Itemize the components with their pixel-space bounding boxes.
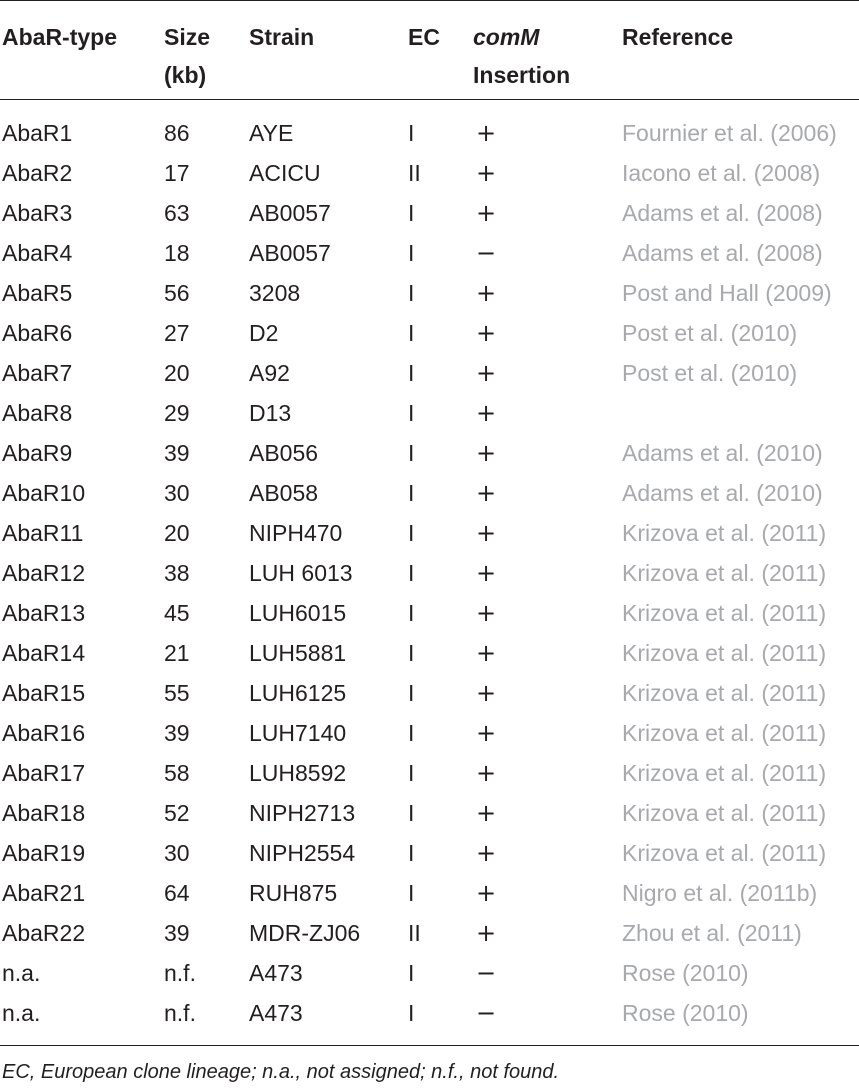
cell-abar-type: AbaR4 (2, 240, 73, 266)
cell-strain: LUH7140 (249, 720, 347, 746)
cell-abar-type: AbaR17 (2, 760, 86, 786)
table-row (0, 913, 859, 953)
cell-comm-insertion: + (476, 799, 497, 827)
cell-ec: I (408, 1000, 415, 1026)
cell-comm-insertion: + (476, 519, 497, 547)
header-size-unit: (kb) (164, 62, 207, 88)
cell-ec: I (408, 520, 415, 546)
table-header-rule (0, 99, 859, 100)
cell-comm-insertion: + (476, 679, 497, 707)
cell-strain: NIPH2554 (249, 840, 356, 866)
cell-size: 39 (164, 720, 190, 746)
header-insertion: Insertion (473, 62, 571, 88)
cell-strain: A473 (249, 1000, 303, 1026)
header-size: Size (164, 24, 211, 50)
cell-abar-type: AbaR21 (2, 880, 86, 906)
cell-ec: I (408, 960, 415, 986)
cell-size: n.f. (164, 960, 196, 986)
cell-comm-insertion: + (476, 599, 497, 627)
cell-size: 39 (164, 920, 190, 946)
header-reference: Reference (622, 24, 734, 50)
cell-size: 86 (164, 120, 190, 146)
cell-ec: I (408, 440, 415, 466)
cell-reference: Adams et al. (2008) (622, 200, 823, 226)
cell-size: 21 (164, 640, 190, 666)
cell-abar-type: AbaR8 (2, 400, 73, 426)
table-row (0, 313, 859, 353)
header-abar-type: AbaR-type (2, 24, 118, 50)
cell-strain: RUH875 (249, 880, 338, 906)
cell-ec: I (408, 720, 415, 746)
cell-reference: Zhou et al. (2011) (622, 920, 802, 946)
cell-size: 58 (164, 760, 190, 786)
cell-abar-type: n.a. (2, 1000, 41, 1026)
cell-ec: I (408, 200, 415, 226)
cell-strain: LUH6125 (249, 680, 347, 706)
cell-strain: D13 (249, 400, 292, 426)
cell-reference: Rose (2010) (622, 960, 749, 986)
cell-abar-type: AbaR11 (2, 520, 84, 546)
table-row (0, 513, 859, 553)
cell-abar-type: AbaR1 (2, 120, 73, 146)
cell-comm-insertion: + (476, 399, 497, 427)
table-row (0, 873, 859, 913)
cell-abar-type: AbaR22 (2, 920, 86, 946)
cell-reference: Krizova et al. (2011) (622, 840, 827, 866)
table-row (0, 593, 859, 633)
table-bottom-rule (0, 1045, 859, 1046)
cell-ec: I (408, 560, 415, 586)
cell-ec: I (408, 120, 415, 146)
cell-strain: AB0057 (249, 240, 331, 266)
cell-comm-insertion: − (476, 999, 497, 1027)
cell-strain: LUH5881 (249, 640, 347, 666)
cell-reference: Iacono et al. (2008) (622, 160, 821, 186)
cell-size: 45 (164, 600, 190, 626)
cell-size: 30 (164, 480, 190, 506)
table-row (0, 713, 859, 753)
table-row (0, 793, 859, 833)
table-row (0, 953, 859, 993)
table-row (0, 353, 859, 393)
cell-abar-type: AbaR7 (2, 360, 73, 386)
cell-abar-type: AbaR3 (2, 200, 73, 226)
cell-comm-insertion: + (476, 199, 497, 227)
table-row (0, 753, 859, 793)
table-row (0, 633, 859, 673)
table-header-row (0, 18, 859, 98)
cell-ec: I (408, 600, 415, 626)
cell-reference: Krizova et al. (2011) (622, 680, 827, 706)
cell-strain: NIPH470 (249, 520, 343, 546)
cell-ec: I (408, 400, 415, 426)
header-ec: EC (408, 24, 440, 50)
cell-comm-insertion: + (476, 159, 497, 187)
cell-comm-insertion: − (476, 239, 497, 267)
cell-abar-type: AbaR16 (2, 720, 86, 746)
cell-ec: I (408, 680, 415, 706)
cell-strain: NIPH2713 (249, 800, 356, 826)
cell-strain: AB056 (249, 440, 319, 466)
cell-ec: I (408, 480, 415, 506)
cell-reference: Krizova et al. (2011) (622, 720, 827, 746)
cell-abar-type: AbaR12 (2, 560, 86, 586)
cell-comm-insertion: − (476, 959, 497, 987)
cell-reference: Nigro et al. (2011b) (622, 880, 818, 906)
cell-strain: AB0057 (249, 200, 331, 226)
cell-strain: LUH8592 (249, 760, 347, 786)
cell-strain: A92 (249, 360, 290, 386)
header-comm: comM (473, 24, 540, 50)
cell-ec: I (408, 800, 415, 826)
cell-reference: Krizova et al. (2011) (622, 640, 827, 666)
cell-reference: Krizova et al. (2011) (622, 600, 827, 626)
cell-reference: Adams et al. (2008) (622, 240, 823, 266)
header-strain: Strain (249, 24, 315, 50)
cell-reference: Fournier et al. (2006) (622, 120, 837, 146)
cell-strain: LUH6015 (249, 600, 347, 626)
cell-comm-insertion: + (476, 319, 497, 347)
table-row (0, 433, 859, 473)
cell-abar-type: AbaR13 (2, 600, 86, 626)
cell-comm-insertion: + (476, 119, 497, 147)
cell-size: 29 (164, 400, 190, 426)
cell-size: 27 (164, 320, 190, 346)
cell-reference: Post et al. (2010) (622, 360, 798, 386)
table-row (0, 833, 859, 873)
table-row (0, 153, 859, 193)
cell-reference: Adams et al. (2010) (622, 440, 823, 466)
cell-comm-insertion: + (476, 879, 497, 907)
table-row (0, 233, 859, 273)
cell-size: 56 (164, 280, 190, 306)
cell-ec: II (408, 160, 421, 186)
cell-abar-type: AbaR6 (2, 320, 73, 346)
cell-strain: LUH 6013 (249, 560, 353, 586)
cell-abar-type: AbaR10 (2, 480, 86, 506)
table-row (0, 273, 859, 313)
cell-strain: MDR-ZJ06 (249, 920, 361, 946)
table-row (0, 993, 859, 1033)
cell-reference: Krizova et al. (2011) (622, 800, 827, 826)
cell-comm-insertion: + (476, 359, 497, 387)
table-footnote: EC, European clone lineage; n.a., not assigned; n.f., not found. (2, 1061, 560, 1083)
cell-size: 63 (164, 200, 190, 226)
cell-comm-insertion: + (476, 719, 497, 747)
cell-strain: AB058 (249, 480, 319, 506)
cell-size: 30 (164, 840, 190, 866)
cell-ec: I (408, 280, 415, 306)
table-row (0, 393, 859, 433)
cell-size: 20 (164, 360, 190, 386)
table-body (0, 113, 859, 1033)
cell-abar-type: AbaR15 (2, 680, 86, 706)
cell-abar-type: n.a. (2, 960, 41, 986)
cell-size: 55 (164, 680, 190, 706)
table-row (0, 473, 859, 513)
cell-size: 20 (164, 520, 190, 546)
cell-comm-insertion: + (476, 439, 497, 467)
cell-comm-insertion: + (476, 919, 497, 947)
cell-comm-insertion: + (476, 639, 497, 667)
cell-size: 38 (164, 560, 190, 586)
cell-reference: Post et al. (2010) (622, 320, 798, 346)
cell-ec: I (408, 320, 415, 346)
cell-abar-type: AbaR5 (2, 280, 73, 306)
cell-comm-insertion: + (476, 279, 497, 307)
cell-size: 52 (164, 800, 190, 826)
cell-ec: I (408, 360, 415, 386)
cell-abar-type: AbaR2 (2, 160, 73, 186)
cell-reference: Krizova et al. (2011) (622, 520, 827, 546)
cell-reference: Krizova et al. (2011) (622, 760, 827, 786)
table-row (0, 193, 859, 233)
cell-strain: D2 (249, 320, 279, 346)
cell-ec: I (408, 880, 415, 906)
cell-size: n.f. (164, 1000, 196, 1026)
cell-ec: I (408, 640, 415, 666)
cell-ec: I (408, 240, 415, 266)
table-top-rule (0, 0, 859, 1)
cell-ec: I (408, 840, 415, 866)
cell-size: 64 (164, 880, 190, 906)
cell-strain: A473 (249, 960, 303, 986)
cell-ec: II (408, 920, 421, 946)
cell-reference: Adams et al. (2010) (622, 480, 823, 506)
cell-reference: Krizova et al. (2011) (622, 560, 827, 586)
cell-abar-type: AbaR18 (2, 800, 86, 826)
cell-strain: 3208 (249, 280, 301, 306)
cell-strain: ACICU (249, 160, 321, 186)
table-row (0, 553, 859, 593)
cell-comm-insertion: + (476, 839, 497, 867)
cell-abar-type: AbaR14 (2, 640, 86, 666)
cell-comm-insertion: + (476, 559, 497, 587)
cell-ec: I (408, 760, 415, 786)
cell-size: 18 (164, 240, 190, 266)
cell-strain: AYE (249, 120, 294, 146)
cell-size: 17 (164, 160, 190, 186)
cell-reference: Post and Hall (2009) (622, 280, 832, 306)
cell-size: 39 (164, 440, 190, 466)
cell-comm-insertion: + (476, 479, 497, 507)
cell-abar-type: AbaR9 (2, 440, 73, 466)
table-row (0, 113, 859, 153)
cell-abar-type: AbaR19 (2, 840, 86, 866)
cell-reference: Rose (2010) (622, 1000, 749, 1026)
cell-comm-insertion: + (476, 759, 497, 787)
table-row (0, 673, 859, 713)
